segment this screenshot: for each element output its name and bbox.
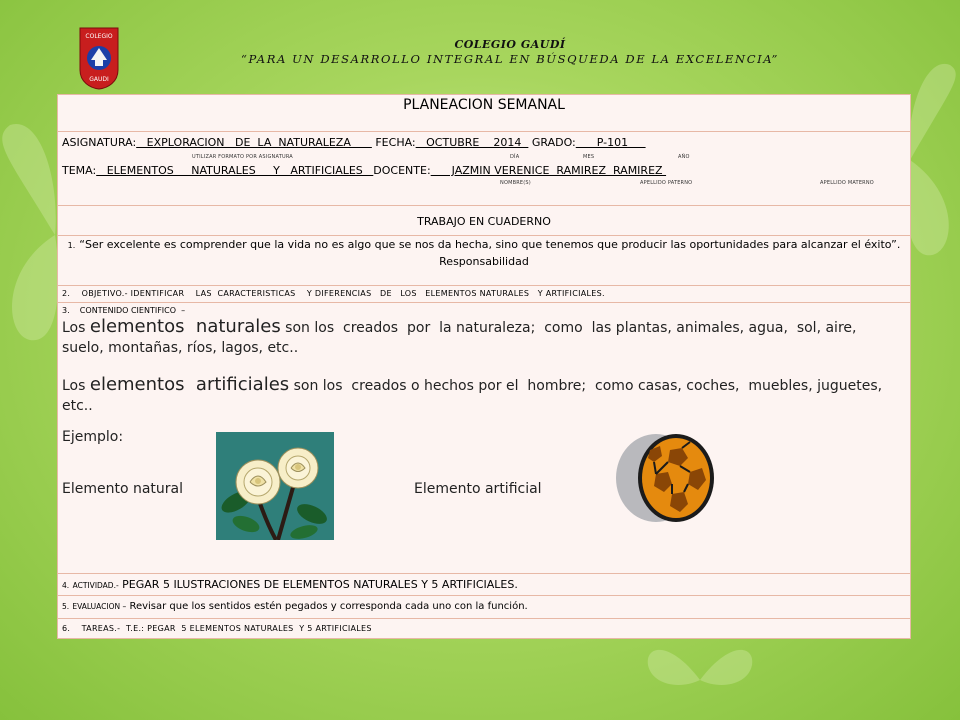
school-header [150, 38, 870, 66]
natural-term: elementos naturales [89, 316, 281, 337]
evaluation-number: 5. [62, 602, 70, 611]
example-label: Ejemplo: [62, 429, 124, 445]
artificial-term: elementos artificiales [89, 374, 290, 395]
grado-value: P-101 [575, 136, 646, 149]
quote-text [66, 236, 902, 254]
planning-sheet [57, 94, 911, 639]
artificial-prefix: Los [62, 378, 90, 394]
evaluation-row [58, 595, 910, 618]
school-logo [78, 26, 120, 90]
svg-text:COLEGIO: COLEGIO [85, 33, 113, 40]
hint-dia: DÍA [510, 154, 520, 160]
topic-line [62, 164, 666, 177]
hint-materno: APELLIDO MATERNO [820, 180, 874, 186]
activity-number: 4. [62, 581, 70, 590]
docente-value: JAZMIN VERENICE RAMIREZ RAMIREZ [430, 164, 667, 177]
quote-body: “Ser excelente es comprender que la vida no es algo que se nos da hecha, sino que tenemos que producir las oportunidades para alcanzar el éxito”. [79, 238, 901, 251]
natural-prefix: Los [62, 320, 90, 336]
tasks-text: 6. TAREAS.- T.E.: PEGAR 5 ELEMENTOS NATURALES Y 5 ARTIFICIALES [62, 624, 372, 633]
hint-mes: MES [583, 154, 595, 160]
info-row [58, 131, 910, 205]
fecha-label: FECHA: [375, 136, 416, 149]
school-name: COLEGIO GAUDÍ [454, 38, 566, 51]
content-title: 3. CONTENIDO CIENTIFICO – [62, 306, 186, 315]
sheet-title-row [58, 95, 910, 131]
tasks-row [58, 618, 910, 639]
quote-number: 1. [67, 241, 76, 250]
asignatura-value: EXPLORACION DE LA NATURALEZA [136, 136, 372, 149]
grado-label: GRADO: [531, 136, 576, 149]
hint-ano: AÑO [678, 154, 690, 160]
asignatura-label: ASIGNATURA: [62, 136, 137, 149]
artificial-paragraph [62, 375, 902, 416]
butterfly-decoration-bottom [640, 640, 760, 720]
value-word: Responsabilidad [439, 255, 529, 268]
hint-nombres: NOMBRE(S) [500, 180, 531, 186]
objective-text: 2. OBJETIVO.- IDENTIFICAR LAS CARACTERISTICAS Y DIFERENCIAS DE LOS ELEMENTOS NATURALES Y ARTIFICIALES. [62, 289, 605, 298]
content-row [58, 302, 910, 573]
trabajo-label: TRABAJO EN CUADERNO [417, 215, 551, 228]
objective-row [58, 285, 910, 302]
activity-label: ACTIVIDAD.- [72, 581, 119, 590]
roses-image [216, 432, 334, 540]
homework-row [58, 205, 910, 235]
artificial-example-label: Elemento artificial [414, 481, 542, 497]
natural-paragraph [62, 317, 902, 358]
tema-label: TEMA: [62, 164, 97, 177]
natural-example-label: Elemento natural [62, 481, 184, 497]
evaluation-label: EVALUACION – [72, 602, 127, 611]
sheet-title: PLANEACION SEMANAL [403, 97, 565, 113]
svg-text:GAUDI: GAUDI [89, 76, 109, 83]
quote-row [58, 235, 910, 285]
artificial-definition: son los creados o hechos por el hombre; como casas, coches, muebles, juguetes, etc.. [62, 378, 887, 414]
natural-definition: son los creados por la naturaleza; como las plantas, animales, agua, sol, aire, suelo, montañas, ríos, lagos, etc.. [62, 320, 861, 356]
docente-label: DOCENTE: [373, 164, 431, 177]
hint-formato: UTILIZAR FORMATO POR ASIGNATURA [192, 154, 293, 160]
activity-row [58, 573, 910, 595]
subject-line [62, 136, 646, 149]
ball-image [610, 432, 720, 525]
fecha-value: OCTUBRE 2014 [415, 136, 529, 149]
tema-value: ELEMENTOS NATURALES Y ARTIFICIALES [96, 164, 374, 177]
hint-paterno: APELLIDO PATERNO [640, 180, 693, 186]
evaluation-text: Revisar que los sentidos estén pegados y corresponda cada uno con la función. [129, 601, 528, 612]
school-motto: “PARA UN DESARROLLO INTEGRAL EN BÚSQUEDA DE LA EXCELENCIA” [241, 52, 779, 66]
activity-text: PEGAR 5 ILUSTRACIONES DE ELEMENTOS NATURALES Y 5 ARTIFICIALES. [122, 578, 518, 591]
